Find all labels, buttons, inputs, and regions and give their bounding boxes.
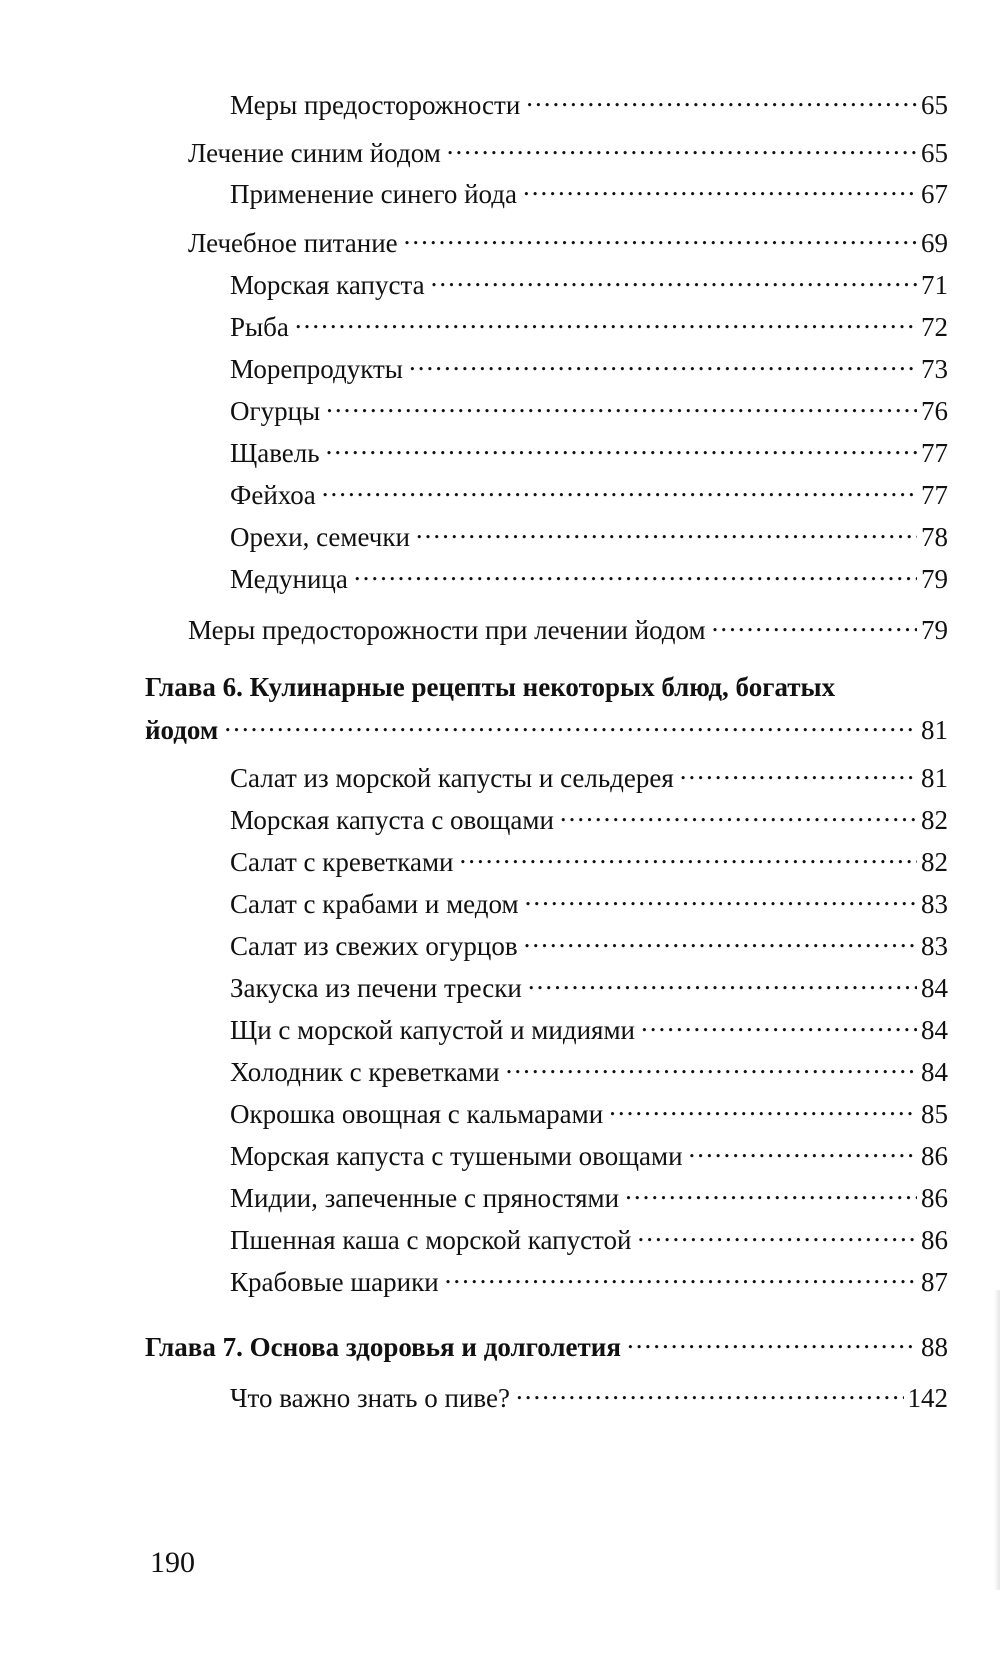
- dot-leader: [609, 1089, 917, 1123]
- toc-entry[interactable]: [230, 1257, 948, 1299]
- dot-leader: [447, 128, 917, 162]
- toc-entry-title: Закуска из печени трески: [230, 973, 522, 1003]
- toc-entry[interactable]: [230, 169, 948, 211]
- chapter-7-title: Глава 7. Основа здоровья и долголетия: [145, 1332, 621, 1362]
- toc-entry[interactable]: [188, 218, 948, 260]
- dot-leader: [625, 1173, 917, 1207]
- toc-entry-title: Морепродукты: [230, 354, 403, 384]
- dot-leader: [516, 1373, 904, 1407]
- toc-entry[interactable]: [230, 837, 948, 879]
- toc-entry-page: 73: [921, 354, 948, 384]
- toc-entry-title: Рыба: [230, 312, 289, 342]
- toc-entry[interactable]: [230, 344, 948, 386]
- toc-entry[interactable]: [230, 1089, 948, 1131]
- dot-leader: [322, 470, 917, 504]
- toc-entry-title: Медуница: [230, 564, 348, 594]
- toc-entry-page: 65: [921, 90, 948, 120]
- toc-entry-title: Морская капуста с тушеными овощами: [230, 1141, 683, 1171]
- dot-leader: [560, 795, 917, 829]
- toc-entry[interactable]: [230, 753, 948, 795]
- toc-entry-title: Салат из свежих огурцов: [230, 931, 518, 961]
- page-number: 190: [150, 1546, 195, 1579]
- toc-entry[interactable]: [230, 963, 948, 1005]
- toc-entry-page: 85: [921, 1099, 948, 1129]
- toc-entry-page: 76: [921, 396, 948, 426]
- toc-entry-title: Применение синего йода: [230, 179, 517, 209]
- toc-entry-page: 65: [921, 138, 948, 168]
- dot-leader: [354, 554, 917, 588]
- toc-entry-title: Мидии, запеченные с пряностями: [230, 1183, 620, 1213]
- dot-leader: [326, 386, 917, 420]
- toc-entry[interactable]: [230, 1373, 948, 1415]
- dot-leader: [224, 705, 917, 739]
- chapter-7-heading[interactable]: [145, 1322, 948, 1364]
- chapter-6-page: 81: [921, 715, 948, 745]
- toc-entry-page: 81: [921, 763, 948, 793]
- toc-entry-page: 84: [921, 1015, 948, 1045]
- toc-entry-title: Холодник с креветками: [230, 1057, 500, 1087]
- toc-entry-page: 69: [921, 228, 948, 258]
- dot-leader: [641, 1005, 917, 1039]
- toc-entry-page: 83: [921, 931, 948, 961]
- toc-entry-page: 79: [921, 615, 948, 645]
- toc-entry[interactable]: [230, 80, 948, 122]
- toc-entry-title: Салат из морской капусты и сельдерея: [230, 763, 674, 793]
- dot-leader: [409, 344, 917, 378]
- toc-entry[interactable]: [230, 795, 948, 837]
- toc-entry-title: Меры предосторожности при лечении йодом: [188, 615, 706, 645]
- chapter-6-heading[interactable]: Глава 6. Кулинарные рецепты некоторых блюд, богатых: [145, 672, 836, 702]
- toc-entry-page: 77: [921, 480, 948, 510]
- toc-entry-title: Щавель: [230, 438, 320, 468]
- toc-entry[interactable]: [230, 1131, 948, 1173]
- toc-entry-title: Орехи, семечки: [230, 522, 410, 552]
- toc-entry[interactable]: [230, 428, 948, 470]
- toc-entry-page: 67: [921, 179, 948, 209]
- toc-entry-title: Что важно знать о пиве?: [230, 1383, 510, 1413]
- toc-entry-title: Лечение синим йодом: [188, 138, 441, 168]
- dot-leader: [525, 879, 917, 913]
- toc-entry[interactable]: [230, 1047, 948, 1089]
- dot-leader: [524, 921, 917, 955]
- toc-entry[interactable]: [230, 386, 948, 428]
- chapter-6-heading-continuation[interactable]: [145, 705, 948, 747]
- toc-entry-title: Салат с крабами и медом: [230, 889, 519, 919]
- toc-entry-title: Огурцы: [230, 396, 321, 426]
- toc-entry[interactable]: [230, 921, 948, 963]
- toc-entry[interactable]: [230, 302, 948, 344]
- toc-entry-title: Лечебное питание: [188, 228, 398, 258]
- toc-entry[interactable]: [230, 1005, 948, 1047]
- toc-entry-title: Меры предосторожности: [230, 90, 521, 120]
- toc-entry-page: 86: [921, 1183, 948, 1213]
- toc-entry-page: 79: [921, 564, 948, 594]
- toc-entry-page: 78: [921, 522, 948, 552]
- dot-leader: [523, 169, 917, 203]
- toc-entry-page: 84: [921, 1057, 948, 1087]
- chapter-7-page: 88: [921, 1332, 948, 1362]
- toc-entry-title: Морская капуста: [230, 270, 425, 300]
- dot-leader: [416, 512, 917, 546]
- toc-entry-page: 86: [921, 1141, 948, 1171]
- toc-entry-title: Щи с морской капустой и мидиями: [230, 1015, 635, 1045]
- dot-leader: [689, 1131, 917, 1165]
- dot-leader: [295, 302, 917, 336]
- dot-leader: [526, 80, 917, 114]
- toc-entry-title: Пшенная каша с морской капустой: [230, 1225, 632, 1255]
- toc-entry[interactable]: [188, 605, 948, 647]
- toc-entry[interactable]: [230, 879, 948, 921]
- toc-entry-title: Крабовые шарики: [230, 1267, 439, 1297]
- toc-entry-page: 82: [921, 847, 948, 877]
- dot-leader: [627, 1322, 917, 1356]
- toc-entry-page: 86: [921, 1225, 948, 1255]
- toc-entry[interactable]: [230, 512, 948, 554]
- toc-entry-title: Морская капуста с овощами: [230, 805, 554, 835]
- toc-entry-title: Фейхоа: [230, 480, 316, 510]
- toc-entry[interactable]: [230, 554, 948, 596]
- toc-entry[interactable]: [230, 470, 948, 512]
- dot-leader: [459, 837, 917, 871]
- toc-entry-page: 72: [921, 312, 948, 342]
- dot-leader: [404, 218, 917, 252]
- toc-entry-page: 83: [921, 889, 948, 919]
- toc-entry[interactable]: [188, 128, 948, 170]
- toc-entry[interactable]: [230, 260, 948, 302]
- chapter-6-heading-line2: йодом: [145, 715, 219, 745]
- toc-entry[interactable]: [230, 1215, 948, 1257]
- toc-entry-page: 71: [921, 270, 948, 300]
- dot-leader: [680, 753, 917, 787]
- toc-entry[interactable]: [230, 1173, 948, 1215]
- toc-entry-page: 87: [921, 1267, 948, 1297]
- dot-leader: [712, 605, 917, 639]
- toc-entry-title: Окрошка овощная с кальмарами: [230, 1099, 604, 1129]
- dot-leader: [528, 963, 917, 997]
- dot-leader: [326, 428, 917, 462]
- toc-entry-page: 82: [921, 805, 948, 835]
- dot-leader: [506, 1047, 917, 1081]
- dot-leader: [445, 1257, 917, 1291]
- toc-entry-page: 142: [907, 1383, 948, 1413]
- toc-entry-page: 84: [921, 973, 948, 1003]
- toc-entry-page: 77: [921, 438, 948, 468]
- toc-entry-title: Салат с креветками: [230, 847, 454, 877]
- dot-leader: [637, 1215, 917, 1249]
- page-edge-shadow: [994, 1290, 1000, 1590]
- dot-leader: [431, 260, 917, 294]
